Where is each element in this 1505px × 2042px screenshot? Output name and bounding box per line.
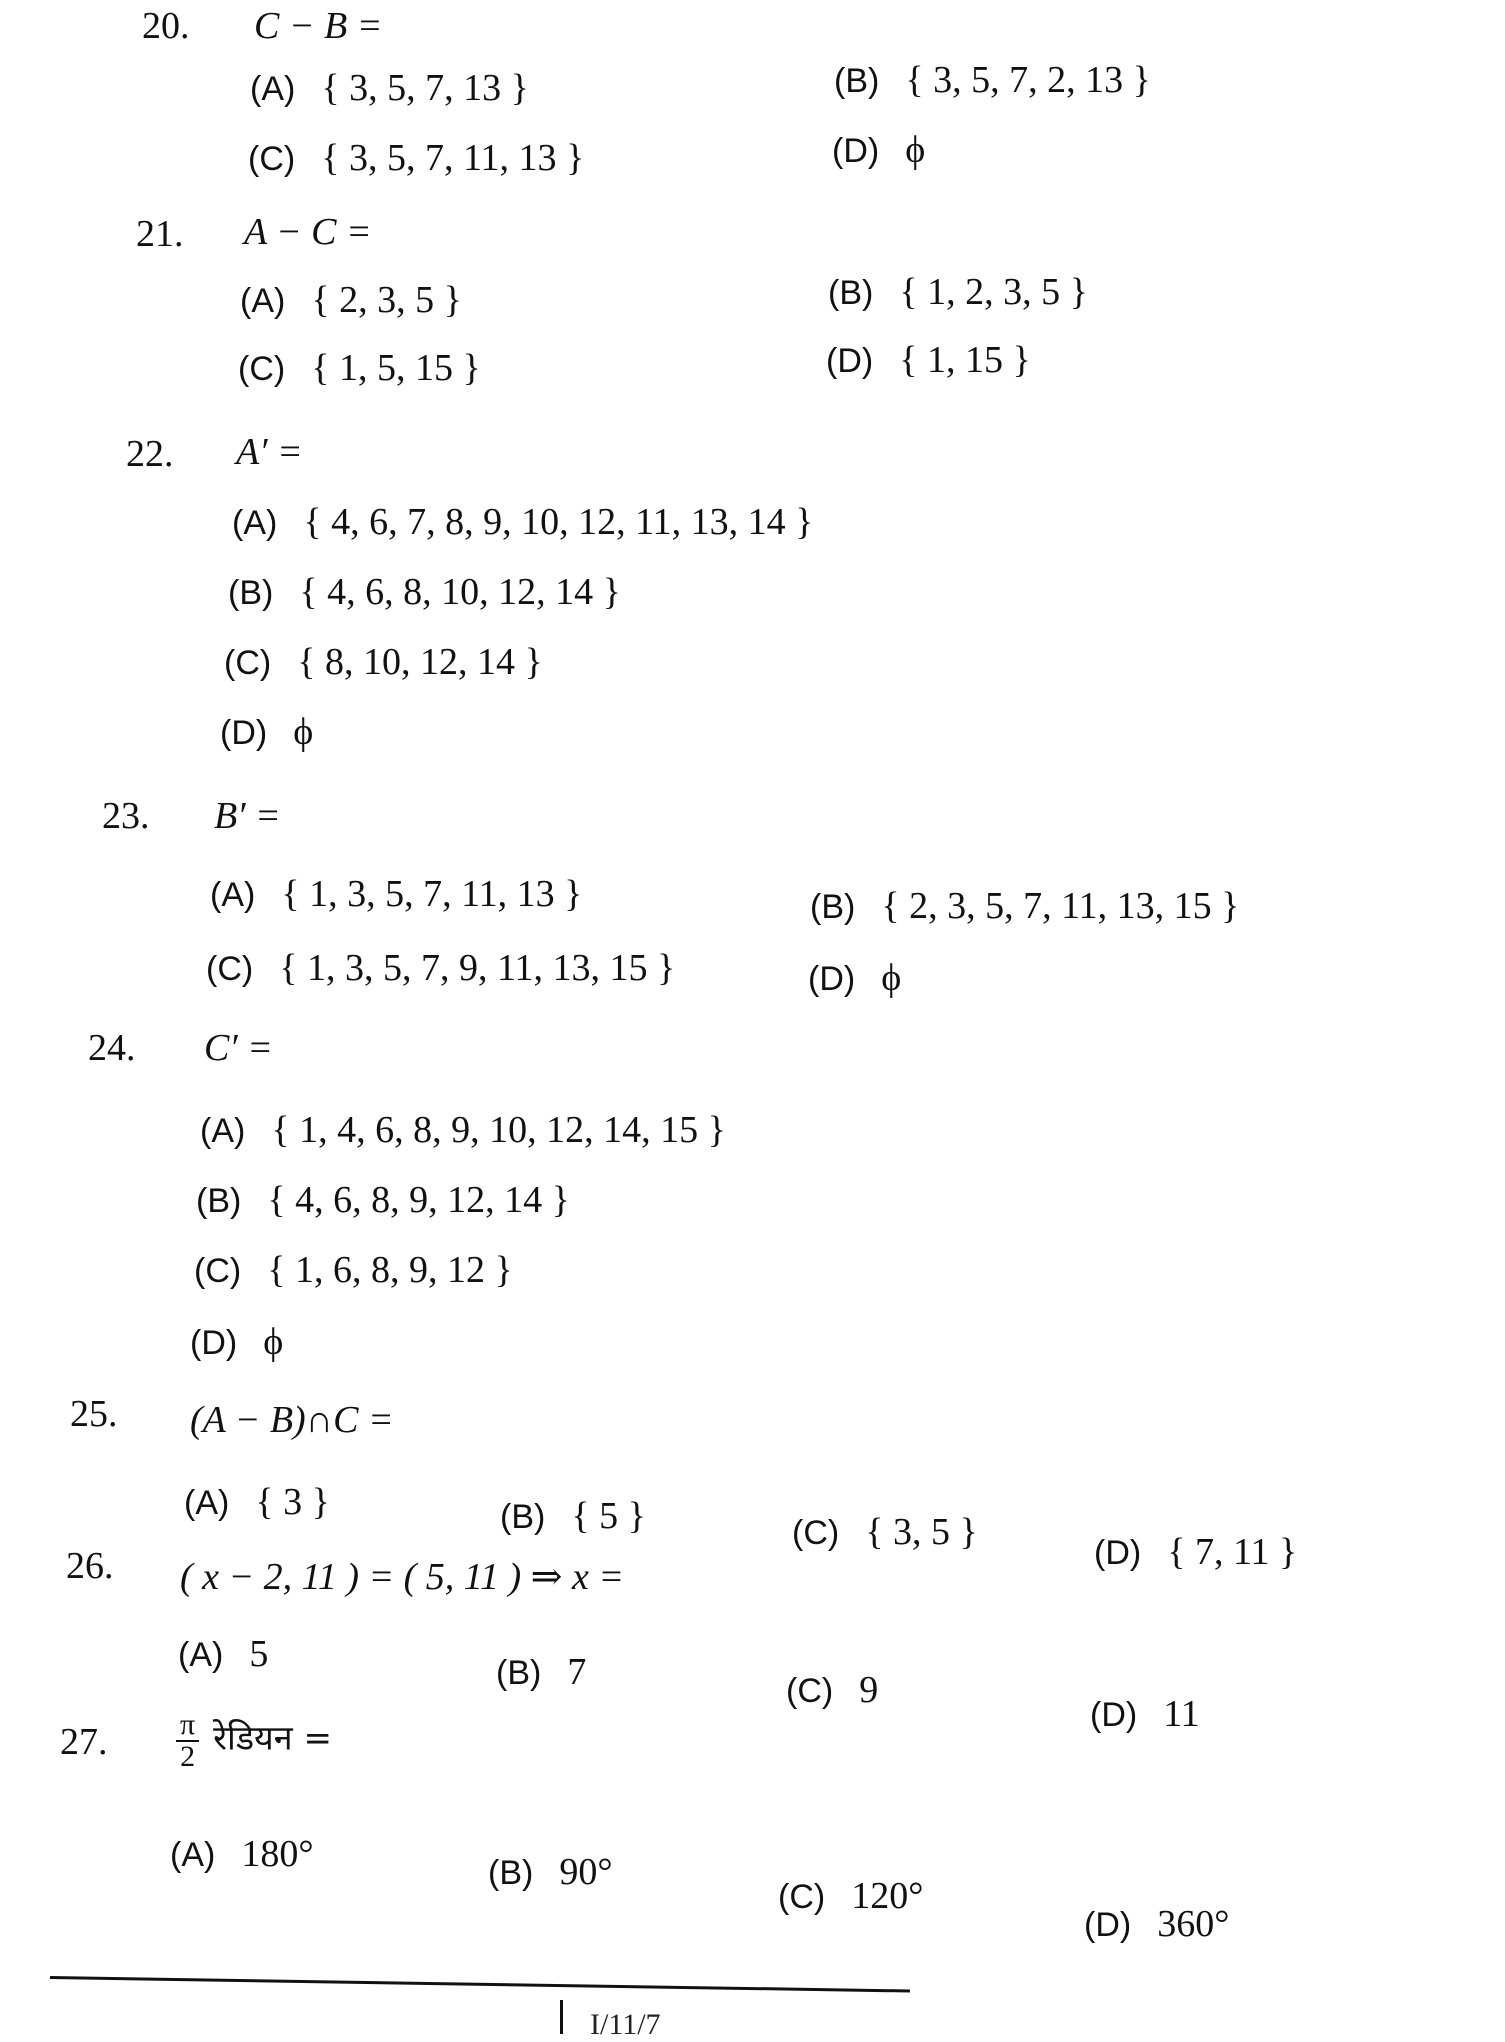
option-label: (B) (828, 274, 874, 312)
option-label: (A) (184, 1484, 230, 1522)
option-b[interactable] (228, 570, 621, 614)
option-value: { 4, 6, 8, 9, 12, 14 } (267, 1179, 570, 1221)
option-label: (A) (250, 70, 296, 108)
option-b[interactable] (488, 1850, 613, 1894)
option-value: { 8, 10, 12, 14 } (297, 641, 543, 683)
option-label: (B) (810, 888, 856, 926)
option-a[interactable] (250, 66, 529, 110)
option-label: (D) (220, 714, 268, 752)
option-b[interactable] (500, 1494, 646, 1538)
question-number: 20. (142, 5, 190, 47)
option-label: (D) (1090, 1696, 1138, 1734)
option-value: { 4, 6, 7, 8, 9, 10, 12, 11, 13, 14 } (303, 501, 814, 543)
option-value: { 1, 3, 5, 7, 9, 11, 13, 15 } (279, 947, 676, 989)
option-label: (A) (232, 504, 278, 542)
option-a[interactable] (178, 1632, 268, 1676)
option-value: 90° (559, 1851, 613, 1893)
option-value: ϕ (905, 129, 926, 171)
option-value: { 1, 5, 15 } (311, 347, 481, 389)
option-b[interactable] (828, 270, 1088, 314)
option-c[interactable] (248, 136, 584, 180)
radian-text: रेडियन = (213, 1718, 332, 1759)
option-label: (B) (488, 1854, 534, 1892)
option-c[interactable] (206, 946, 675, 990)
question-text: (A − B)∩C = (190, 1399, 394, 1441)
option-value: { 2, 3, 5 } (311, 279, 462, 321)
option-value: 5 (249, 1633, 269, 1675)
footer-code: I/11/7 (590, 2008, 661, 2041)
option-a[interactable] (200, 1108, 726, 1152)
option-value: ϕ (293, 711, 314, 753)
question-number: 27. (60, 1721, 108, 1763)
option-label: (D) (190, 1324, 238, 1362)
option-label: (C) (206, 950, 254, 988)
option-value: { 5 } (571, 1495, 646, 1537)
option-label: (C) (778, 1878, 826, 1916)
option-label: (D) (826, 342, 874, 380)
option-value: { 3 } (255, 1481, 330, 1523)
option-c[interactable] (778, 1874, 923, 1918)
option-value: { 1, 4, 6, 8, 9, 10, 12, 14, 15 } (271, 1109, 726, 1151)
option-label: (C) (792, 1514, 840, 1552)
footer-divider (560, 2000, 563, 2034)
option-b[interactable] (496, 1650, 586, 1694)
option-label: (D) (808, 960, 856, 998)
option-label: (B) (834, 62, 880, 100)
option-value: { 3, 5, 7, 2, 13 } (905, 59, 1151, 101)
option-d[interactable] (1090, 1692, 1200, 1736)
option-value: 7 (567, 1651, 587, 1693)
option-label: (C) (194, 1252, 242, 1290)
option-c[interactable] (792, 1510, 978, 1554)
question-number: 25. (70, 1393, 118, 1435)
option-label: (C) (786, 1672, 834, 1710)
option-value: { 2, 3, 5, 7, 11, 13, 15 } (881, 885, 1240, 927)
option-label: (C) (238, 350, 286, 388)
option-b[interactable] (834, 58, 1151, 102)
option-value: { 3, 5, 7, 13 } (321, 67, 529, 109)
option-label: (D) (832, 132, 880, 170)
option-c[interactable] (786, 1668, 878, 1712)
option-value: { 1, 2, 3, 5 } (899, 271, 1088, 313)
option-label: (B) (196, 1182, 242, 1220)
option-label: (B) (496, 1654, 542, 1692)
option-value: { 4, 6, 8, 10, 12, 14 } (299, 571, 621, 613)
option-label: (B) (228, 574, 274, 612)
option-value: 360° (1157, 1903, 1230, 1945)
question-text: A′ = (236, 431, 303, 473)
option-value: 120° (851, 1875, 924, 1917)
option-value: 11 (1163, 1693, 1200, 1735)
option-a[interactable] (184, 1480, 330, 1524)
option-c[interactable] (194, 1248, 513, 1292)
option-label: (A) (178, 1636, 224, 1674)
option-d[interactable] (832, 128, 925, 172)
option-d[interactable] (826, 338, 1031, 382)
question-number: 26. (66, 1545, 114, 1587)
option-label: (A) (170, 1836, 216, 1874)
option-b[interactable] (810, 884, 1239, 928)
option-value: { 1, 15 } (899, 339, 1031, 381)
option-d[interactable] (190, 1320, 283, 1364)
question-number: 22. (126, 433, 174, 475)
option-c[interactable] (238, 346, 481, 390)
option-value: { 1, 6, 8, 9, 12 } (267, 1249, 513, 1291)
question-number: 23. (102, 795, 150, 837)
question-text: C′ = (204, 1027, 273, 1069)
question-text: C − B = (254, 5, 383, 47)
option-value: { 1, 3, 5, 7, 11, 13 } (281, 873, 583, 915)
question-text (176, 1710, 332, 1772)
option-value: { 7, 11 } (1167, 1531, 1298, 1573)
question-text: B′ = (214, 795, 281, 837)
option-label: (D) (1094, 1534, 1142, 1572)
option-a[interactable] (240, 278, 462, 322)
option-label: (B) (500, 1498, 546, 1536)
option-value: ϕ (263, 1321, 284, 1363)
option-b[interactable] (196, 1178, 570, 1222)
option-value: { 3, 5 } (865, 1511, 978, 1553)
option-label: (A) (240, 282, 286, 320)
option-label: (D) (1084, 1906, 1132, 1944)
fraction-numerator: π (176, 1710, 199, 1742)
option-label: (C) (224, 644, 272, 682)
option-a[interactable] (210, 872, 582, 916)
option-d[interactable] (808, 956, 901, 1000)
option-label: (C) (248, 140, 296, 178)
option-c[interactable] (224, 640, 543, 684)
question-text: A − C = (244, 211, 372, 253)
question-number: 24. (88, 1027, 136, 1069)
question-number: 21. (136, 213, 184, 255)
pi-over-two-fraction (176, 1710, 199, 1772)
option-value: ϕ (881, 957, 902, 999)
footer-rule (50, 1976, 910, 1993)
option-value: 9 (859, 1669, 879, 1711)
option-d[interactable] (1084, 1902, 1229, 1946)
option-d[interactable] (220, 710, 313, 754)
option-label: (A) (200, 1112, 246, 1150)
option-label: (A) (210, 876, 256, 914)
option-value: { 3, 5, 7, 11, 13 } (321, 137, 585, 179)
option-d[interactable] (1094, 1530, 1297, 1574)
option-a[interactable] (232, 500, 813, 544)
option-value: 180° (241, 1833, 314, 1875)
fraction-denominator: 2 (180, 1740, 196, 1773)
question-text: ( x − 2, 11 ) = ( 5, 11 ) ⇒ x = (180, 1556, 624, 1598)
option-a[interactable] (170, 1832, 314, 1876)
